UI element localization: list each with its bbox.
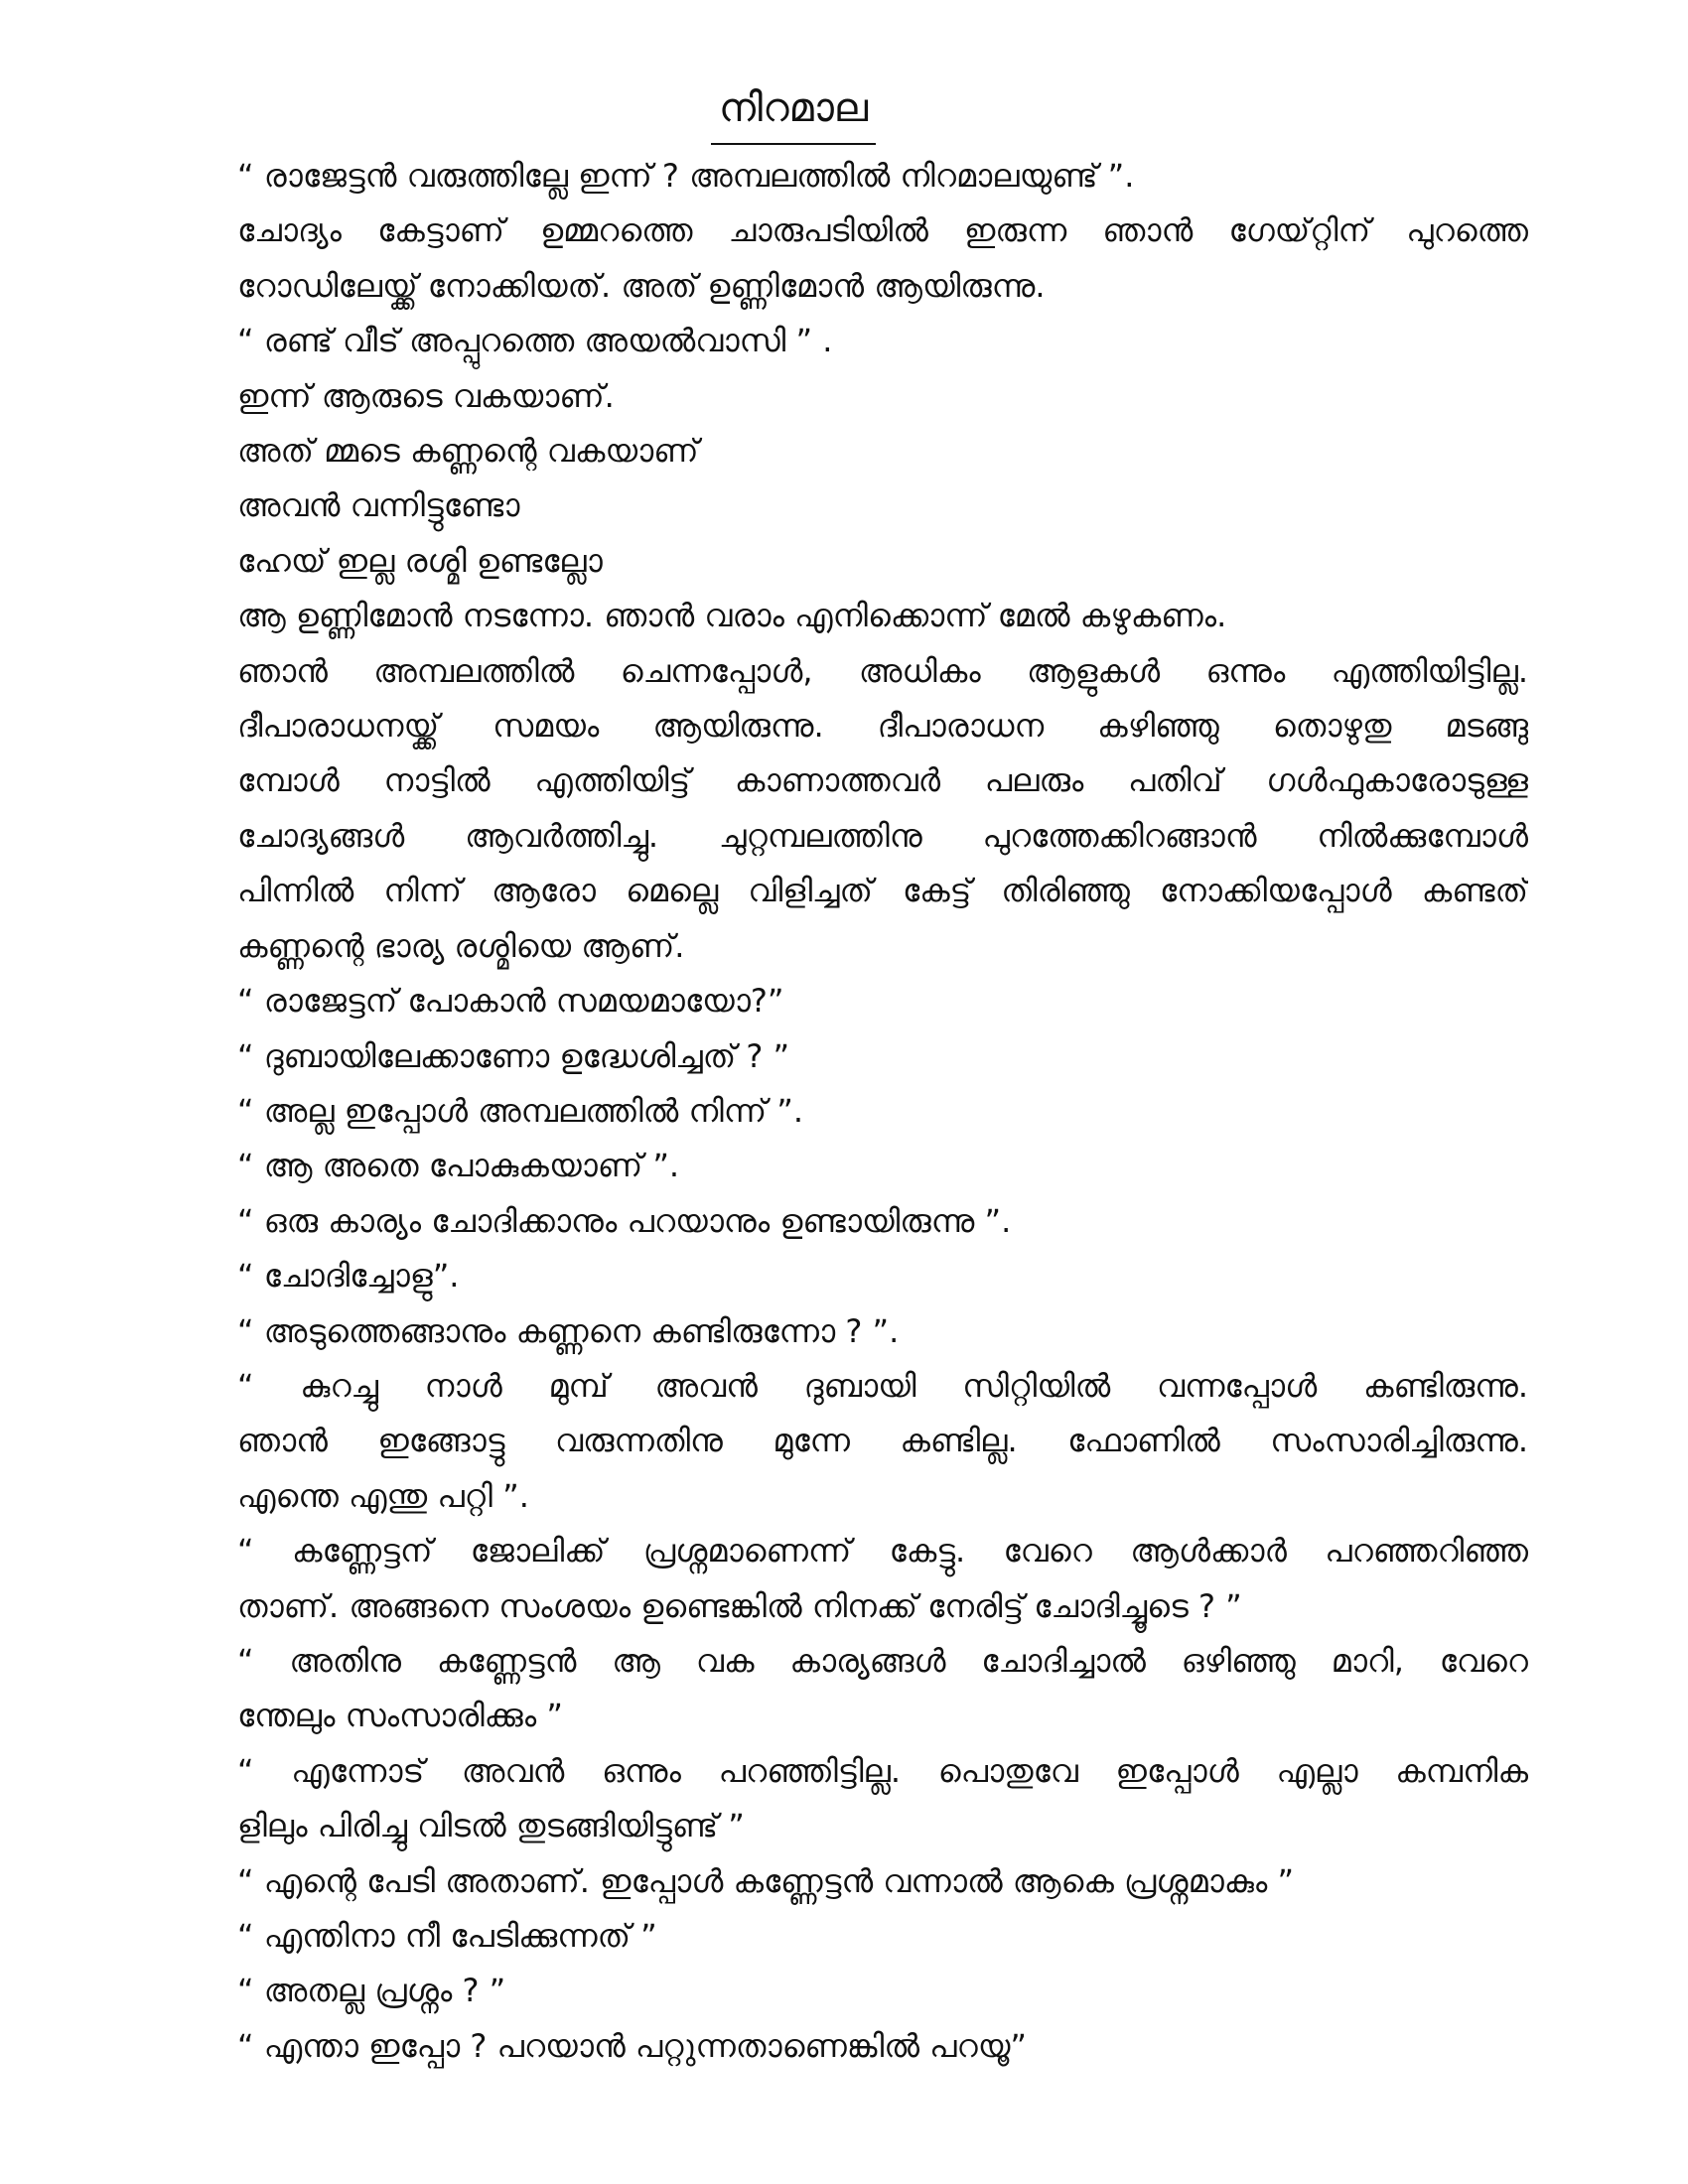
text-line: ദീപാരാധനയ്ക്ക് സമയം ആയിരുന്നു. ദീപാരാധന കഴിഞ്ഞു തൊഴുതു മടങ്ങു xyxy=(237,707,1528,746)
text-line: ളിലും പിരിച്ചു വിടൽ തുടങ്ങിയിട്ടുണ്ട് ” xyxy=(237,1807,745,1845)
text-line: അവൻ വന്നിട്ടുണ്ടോ xyxy=(237,486,520,525)
text-line: “ അതല്ല പ്രശ്നം ? ” xyxy=(237,1972,506,2010)
text-line: ആ ഉണ്ണിമോൻ നടന്നോ. ഞാൻ വരാം എനിക്കൊന്ന് മേൽ കഴുകണം. xyxy=(237,597,1227,635)
text-line: ചോദ്യം കേട്ടാണ് ഉമ്മറത്തെ ചാരുപടിയിൽ ഇരുന്ന ഞാൻ ഗേയ്റ്റിന് പുറത്തെ xyxy=(237,211,1528,250)
text-line: “ എന്തിനാ നീ പേടിക്കുന്നത് ” xyxy=(237,1917,657,1955)
text-line: മ്പോൾ നാട്ടിൽ എത്തിയിട്ട് കാണാത്തവർ പലരും പതിവ് ഗൾഫുകാരോടുള്ള xyxy=(237,761,1528,800)
document-page xyxy=(237,79,1528,2074)
text-line: “ എന്താ ഇപ്പോ ? പറയാൻ പറ്റുന്നതാണെങ്കിൽ പറയൂ” xyxy=(237,2026,1028,2065)
document-title: നിറമാല xyxy=(711,79,876,145)
text-line: “ രാജേട്ടൻ വരുത്തില്ലേ ഇന്ന് ? അമ്പലത്തിൽ നിറമാലയുണ്ട് ”. xyxy=(237,157,1135,195)
document-body xyxy=(237,149,1528,2074)
text-line: റോഡിലേയ്ക്ക് നോക്കിയത്. അത് ഉണ്ണിമോൻ ആയിരുന്നു. xyxy=(237,266,1046,305)
text-line: “ രാജേട്ടന് പോകാൻ സമയമായോ?” xyxy=(237,982,784,1021)
text-line: “ എന്റെ പേടി അതാണ്. ഇപ്പോൾ കണ്ണേട്ടൻ വന്നാൽ ആകെ പ്രശ്നമാകും ” xyxy=(237,1861,1295,1900)
text-line: “ അതിനു കണ്ണേട്ടൻ ആ വക കാര്യങ്ങൾ ചോദിച്ചാൽ ഒഴിഞ്ഞു മാറി, വേറെ xyxy=(237,1641,1528,1680)
text-line: ന്തേലും സംസാരിക്കും ” xyxy=(237,1697,563,1735)
text-line: “ ഒരു കാര്യം ചോദിക്കാനും പറയാനും ഉണ്ടായിരുന്നു ”. xyxy=(237,1201,1012,1240)
text-line: കണ്ണന്റെ ഭാര്യ രശ്മിയെ ആണ്. xyxy=(237,926,685,965)
text-line: “ ആ അതെ പോകുകയാണ് ”. xyxy=(237,1147,680,1185)
text-line: ചോദ്യങ്ങൾ ആവർത്തിച്ചു. ചുറ്റമ്പലത്തിനു പുറത്തേക്കിറങ്ങാൻ നിൽക്കുമ്പോൾ xyxy=(237,816,1528,855)
text-line: “ എന്നോട് അവൻ ഒന്നും പറഞ്ഞിട്ടില്ല. പൊതുവേ ഇപ്പോൾ എല്ലാ കമ്പനിക xyxy=(237,1751,1528,1790)
text-line: ഞാൻ ഇങ്ങോട്ടു വരുന്നതിനു മുന്നേ കണ്ടില്ല. ഫോണിൽ സംസാരിച്ചിരുന്നു. xyxy=(237,1422,1528,1460)
text-line: “ രണ്ട് വീട് അപ്പുറത്തെ അയൽവാസി ” . xyxy=(237,322,833,360)
text-line: ഹേയ് ഇല്ല രശ്മി ഉണ്ടല്ലോ xyxy=(237,541,603,580)
text-line: ഇന്ന് ആരുടെ വകയാണ്. xyxy=(237,376,615,415)
text-line: അത് മ്മടെ കണ്ണന്റെ വകയാണ് xyxy=(237,432,699,471)
text-line: ഞാൻ അമ്പലത്തിൽ ചെന്നപ്പോൾ, അധികം ആളുകൾ ഒന്നും എത്തിയിട്ടില്ല. xyxy=(237,651,1528,690)
text-line: എന്തെ എന്തു പറ്റി ”. xyxy=(237,1476,529,1515)
text-line: “ കണ്ണേട്ടന് ജോലിക്ക് പ്രശ്നമാണെന്ന് കേട്ടു. വേറെ ആൾക്കാർ പറഞ്ഞറിഞ്ഞ xyxy=(237,1532,1528,1570)
text-line: “ അടുത്തെങ്ങാനും കണ്ണനെ കണ്ടിരുന്നോ ? ”. xyxy=(237,1311,900,1350)
text-line: “ അല്ല ഇപ്പോൾ അമ്പലത്തിൽ നിന്ന് ”. xyxy=(237,1091,803,1130)
title-container xyxy=(237,79,1528,145)
text-line: പിന്നിൽ നിന്ന് ആരോ മെല്ലെ വിളിച്ചത് കേട്ട് തിരിഞ്ഞു നോക്കിയപ്പോൾ കണ്ടത് xyxy=(237,872,1528,910)
text-line: “ ദുബായിലേക്കാണോ ഉദ്ധേശിച്ചത് ? ” xyxy=(237,1036,790,1075)
text-line: “ കുറച്ചു നാൾ മുമ്പ് അവൻ ദുബായി സിറ്റിയിൽ വന്നപ്പോൾ കണ്ടിരുന്നു. xyxy=(237,1366,1528,1405)
text-line: “ ചോദിച്ചോളു”. xyxy=(237,1257,460,1296)
text-line: താണ്. അങ്ങനെ സംശയം ഉണ്ടെങ്കിൽ നിനക്ക് നേരിട്ട് ചോദിച്ചൂടെ ? ” xyxy=(237,1586,1242,1625)
